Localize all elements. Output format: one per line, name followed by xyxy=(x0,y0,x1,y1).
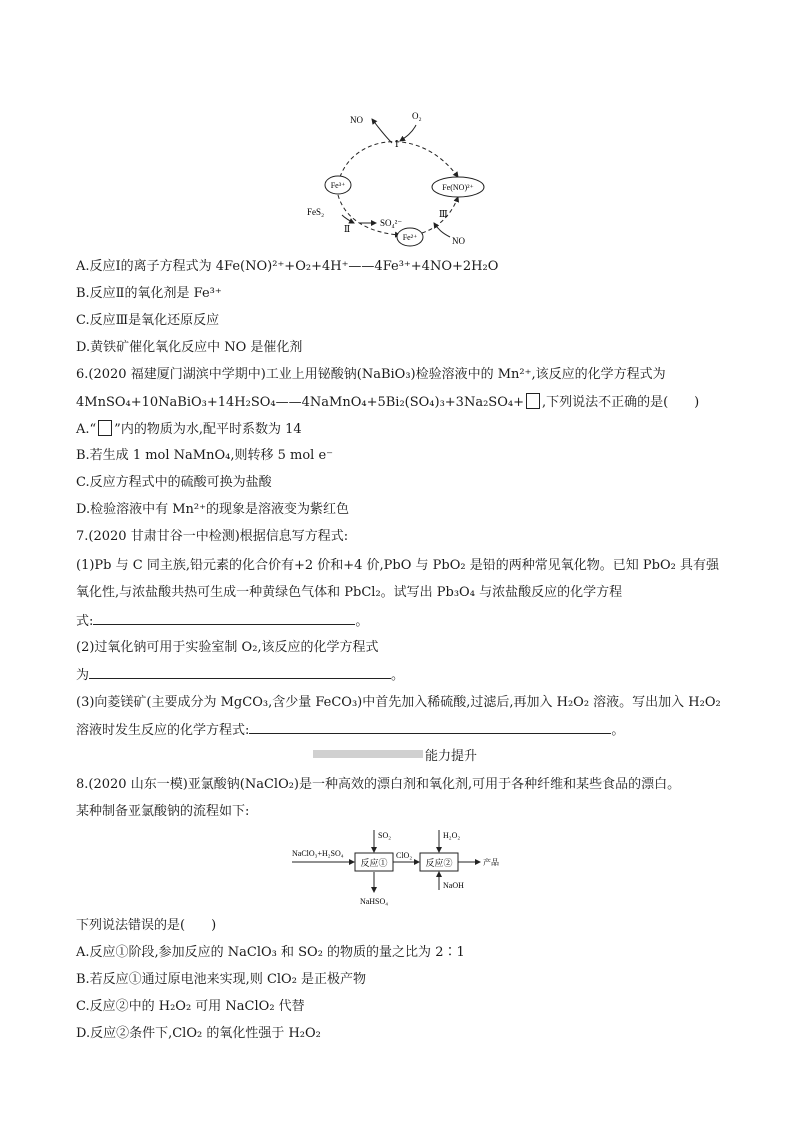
o2-label: O₂ xyxy=(412,111,422,121)
q5-option-d: D.黄铁矿催化氧化反应中 NO 是催化剂 xyxy=(76,340,303,355)
q7-part3-line2 xyxy=(76,721,624,740)
q6-option-a xyxy=(76,420,302,439)
q7-part1-end: 。 xyxy=(355,614,369,629)
nahso4-label: NaHSO₄ xyxy=(359,897,389,906)
q7-part1-line3 xyxy=(76,612,368,631)
q6-option-d: D.检验溶液中有 Mn²⁺的现象是溶液变为紫红色 xyxy=(76,502,349,517)
q6-option-a-post: ”内的物质为水,配平时系数为 14 xyxy=(114,422,302,437)
cycle-arc-top xyxy=(340,142,458,177)
so4-label: SO₄²⁻ xyxy=(380,218,403,228)
section-bar xyxy=(313,750,423,758)
q7-part2-end: 。 xyxy=(391,668,405,683)
blank-box xyxy=(526,393,540,409)
q7-part3-label: 溶液时发生反应的化学方程式: xyxy=(76,723,250,738)
q7-part1-label: 式: xyxy=(76,614,94,629)
q6-option-c: C.反应方程式中的硫酸可换为盐酸 xyxy=(76,475,272,490)
q6-option-a-pre: A.“ xyxy=(76,422,97,437)
q7-part1-line1: (1)Pb 与 C 同主族,铅元素的化合价有+2 价和+4 价,PbO 与 PbO₂ 是铅的两种常见氧化物。已知 PbO₂ 具有强 xyxy=(76,558,719,573)
q5-option-b: B.反应Ⅱ的氧化剂是 Fe³⁺ xyxy=(76,286,222,301)
q8-question: 下列说法错误的是( ) xyxy=(76,918,217,933)
fe2-label: Fe²⁺ xyxy=(402,233,418,242)
no-out-label: NO xyxy=(350,115,363,125)
no-out-arrow xyxy=(372,119,392,143)
q8-option-b: B.若反应①通过原电池来实现,则 ClO₂ 是正极产物 xyxy=(76,972,367,987)
fes2-label: FeS₂ xyxy=(307,207,325,217)
step2-label: Ⅱ xyxy=(344,224,351,234)
feno-label: Fe(NO)²⁺ xyxy=(442,183,474,192)
answer-blank-1[interactable] xyxy=(93,612,355,625)
catalytic-cycle-diagram xyxy=(300,105,500,250)
section-title: 能力提升 xyxy=(425,749,478,764)
q7-stem: 7.(2020 甘肃甘谷一中检测)根据信息写方程式: xyxy=(76,529,349,544)
q7-part3-end: 。 xyxy=(611,723,625,738)
input-label: NaClO₃+H₂SO₄ xyxy=(292,849,344,858)
blank-box xyxy=(98,420,112,436)
process-flow-diagram xyxy=(290,826,520,908)
product-label: 产品 xyxy=(483,858,499,867)
q5-option-c: C.反应Ⅲ是氧化还原反应 xyxy=(76,313,220,328)
q6-equation xyxy=(76,393,699,412)
q5-option-a: A.反应Ⅰ的离子方程式为 4Fe(NO)²⁺+O₂+4H⁺——4Fe³⁺+4NO+2H₂O xyxy=(76,259,499,274)
reaction2-label: 反应② xyxy=(425,858,453,868)
q7-part1-line2: 氧化性,与浓盐酸共热可生成一种黄绿色气体和 PbCl₂。试写出 Pb₃O₄ 与浓盐酸反应的化学方程 xyxy=(76,585,623,600)
q6-stem: 6.(2020 福建厦门湖滨中学期中)工业上用铋酸钠(NaBiO₃)检验溶液中的 Mn²⁺,该反应的化学方程式为 xyxy=(76,367,666,382)
clo2-label: ClO₂ xyxy=(396,851,413,860)
answer-blank-3[interactable] xyxy=(249,721,611,734)
q8-stem-line1: 8.(2020 山东一模)亚氯酸钠(NaClO₂)是一种高效的漂白剂和氧化剂,可用于各种纤维和某些食品的漂白。 xyxy=(76,777,681,792)
q8-option-c: C.反应②中的 H₂O₂ 可用 NaClO₂ 代替 xyxy=(76,999,305,1014)
reaction1-label: 反应① xyxy=(360,858,388,868)
step1-label: Ⅰ xyxy=(395,139,399,149)
fes2-in-arrow xyxy=(342,215,354,223)
step3-label: Ⅲ xyxy=(439,209,448,219)
q8-stem-line2: 某种制备亚氯酸钠的流程如下: xyxy=(76,804,250,819)
no-in-label: NO xyxy=(452,236,465,246)
fe3-label: Fe³⁺ xyxy=(330,181,346,190)
q8-option-a: A.反应①阶段,参加反应的 NaClO₃ 和 SO₂ 的物质的量之比为 2∶1 xyxy=(76,945,465,960)
q7-part3-line1: (3)向菱镁矿(主要成分为 MgCO₃,含少量 FeCO₃)中首先加入稀硫酸,过滤后,再加入 H₂O₂ 溶液。写出加入 H₂O₂ xyxy=(76,695,721,710)
q6-equation-tail: ,下列说法不正确的是( ) xyxy=(541,395,700,410)
q7-part2-line1: (2)过氧化钠可用于实验室制 O₂,该反应的化学方程式 xyxy=(76,640,379,655)
no-in-arrow xyxy=(434,223,450,237)
h2o2-label: H₂O₂ xyxy=(443,831,461,840)
q7-part2-label: 为 xyxy=(76,668,90,683)
so2-label: SO₂ xyxy=(378,831,392,840)
answer-blank-2[interactable] xyxy=(89,666,391,679)
o2-in-arrow xyxy=(400,125,416,141)
q7-part2-line2 xyxy=(76,666,404,685)
naoh-label: NaOH xyxy=(443,881,464,890)
q8-option-d: D.反应②条件下,ClO₂ 的氧化性强于 H₂O₂ xyxy=(76,1026,321,1041)
q6-option-b: B.若生成 1 mol NaMnO₄,则转移 5 mol e⁻ xyxy=(76,448,334,463)
q6-equation-text: 4MnSO₄+10NaBiO₃+14H₂SO₄——4NaMnO₄+5Bi₂(SO₄)₃+3Na₂SO₄+ xyxy=(76,395,524,410)
